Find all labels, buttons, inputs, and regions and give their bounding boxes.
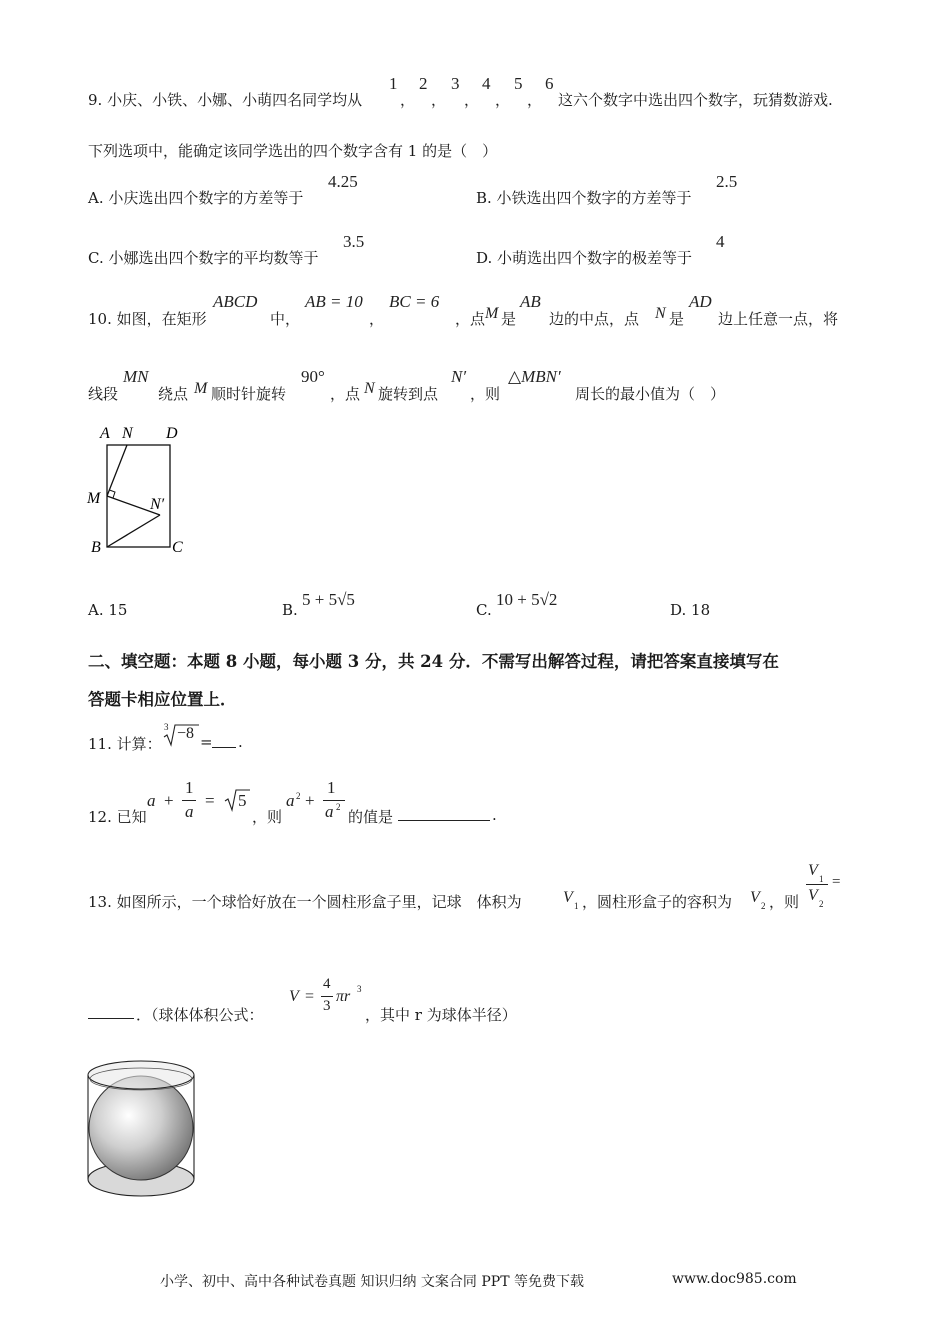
q9-num-6: 6	[545, 74, 554, 93]
cylinder-top	[88, 1061, 194, 1089]
q9-option-b: B. 小铁选出四个数字的方差等于	[476, 189, 692, 207]
q11-prefix: 11. 计算：	[88, 735, 162, 753]
q9-option-d-value: 4	[716, 232, 725, 251]
q12-answer-blank	[398, 806, 490, 821]
sphere	[89, 1076, 193, 1180]
q9-option-a: A. 小庆选出四个数字的方差等于	[88, 189, 304, 207]
label-n: N	[122, 425, 133, 442]
q10-figure	[80, 420, 200, 560]
q13-formula-frac-bar	[321, 996, 333, 997]
q10-option-a: A. 15	[88, 601, 128, 619]
q12-frac-bar-2	[323, 800, 345, 801]
footer-url[interactable]: www.doc985.com	[672, 1271, 797, 1287]
q11-radicand: −8	[177, 725, 195, 742]
q9-stem: 9. 小庆、小铁、小娜、小萌四名同学均从	[88, 91, 363, 109]
footer-text: 小学、初中、高中各种试卷真题 知识归纳 文案合同 PPT 等免费下载	[160, 1274, 584, 1290]
q13-answer-blank	[88, 1004, 134, 1019]
q9-option-d: D. 小萌选出四个数字的极差等于	[476, 249, 693, 267]
section2-heading-line1: 二、填空题：本题 8 小题，每小题 3 分，共 24 分．不需写出解答过程，请把答案直接填写在	[88, 652, 779, 671]
q11-answer-blank	[212, 733, 236, 748]
q9-line2: 下列选项中，能确定该同学选出的四个数字含有 1 的是（ ）	[88, 142, 498, 160]
q13-stem: 13. 如图所示，一个球恰好放在一个圆柱形盒子里，记球 体积为	[88, 893, 522, 911]
q10-stem-start: 10. 如图，在矩形	[88, 310, 207, 328]
q13-frac-bar	[806, 884, 828, 885]
q9-option-c-value: 3.5	[343, 232, 365, 251]
q11-root-index: 3	[164, 722, 169, 732]
q9-num-4: 4	[482, 74, 491, 93]
label-d: D	[166, 425, 178, 442]
q9-option-b-value: 2.5	[716, 172, 738, 191]
q9-num-1: 1	[389, 74, 398, 93]
q9-num-5: 5	[514, 74, 523, 93]
label-m: M	[87, 490, 101, 507]
q9-option-a-value: 4.25	[328, 172, 358, 191]
q10-ab-eq: AB = 10	[305, 292, 363, 311]
q10-abcd: ABCD	[213, 292, 258, 311]
q12-prefix: 12. 已知	[88, 808, 147, 826]
q10-bc-eq: BC = 6	[389, 292, 440, 311]
q10-option-c-label: C.	[476, 601, 492, 619]
section2-heading-line2: 答题卡相应位置上．	[88, 690, 237, 709]
label-n-prime: N′	[150, 496, 165, 513]
q10-option-d: D. 18	[670, 601, 711, 619]
q9-option-c: C. 小娜选出四个数字的平均数等于	[88, 249, 319, 267]
q10-option-b-value: 5 + 5√5	[302, 590, 355, 609]
q9-num-3: 3	[451, 74, 460, 93]
q10-option-c-value: 10 + 5√2	[496, 590, 558, 609]
label-c: C	[172, 539, 183, 556]
label-a: A	[100, 425, 110, 442]
q10-line2-start: 线段	[88, 385, 119, 403]
q10-option-b-label: B.	[282, 601, 298, 619]
segment-mn	[107, 445, 127, 496]
q9-stem-suffix: 这六个数字中选出四个数字，玩猜数游戏.	[558, 91, 833, 109]
q12-frac-bar	[182, 800, 196, 801]
segment-bn-prime	[107, 515, 160, 547]
q9-num-2: 2	[419, 74, 428, 93]
label-b: B	[91, 539, 101, 556]
q13-figure	[84, 1058, 200, 1204]
